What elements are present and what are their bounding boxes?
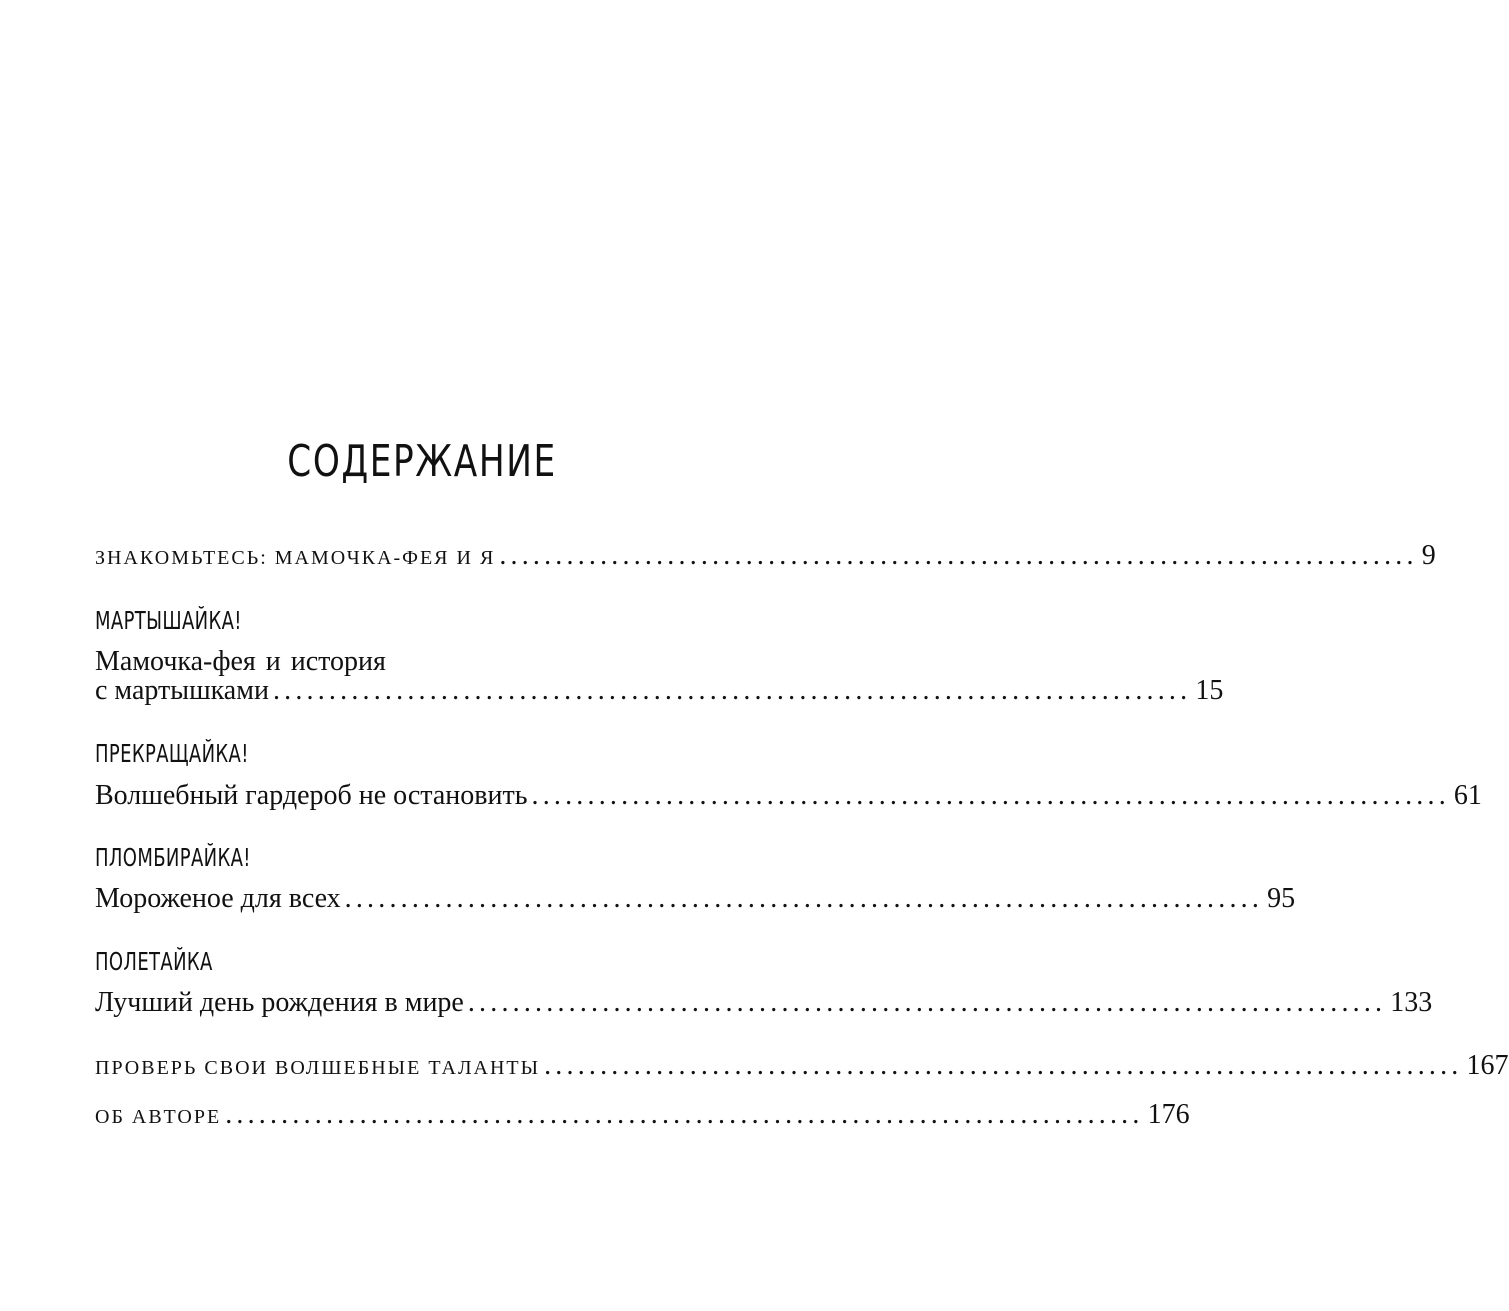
toc-entry-label: Лучший день рождения в мире [95, 987, 464, 1018]
toc-page-number: 176 [1147, 1099, 1190, 1130]
toc-page-number: 95 [1267, 883, 1296, 914]
toc-entry-quiz[interactable] [95, 1050, 1509, 1081]
toc-entry-label: ОБ АВТОРЕ [95, 1106, 222, 1128]
toc-entry-label: Волшебный гардероб не остановить [95, 780, 528, 811]
toc-entry-label: с мартышками [95, 675, 269, 706]
section-heading: МАРТЫШАЙКА! [95, 606, 242, 635]
table-of-contents [95, 0, 1509, 1311]
toc-entry-label: Мороженое для всех [95, 883, 341, 914]
dot-leader: .................................................................................. [225, 1099, 1144, 1130]
toc-entry-icecream[interactable] [95, 883, 1296, 914]
toc-page-number: 61 [1453, 780, 1482, 811]
toc-page-number: 9 [1421, 540, 1436, 571]
dot-leader: .................................................................................. [344, 883, 1264, 914]
section-heading: ПРЕКРАЩАЙКА! [95, 739, 249, 768]
toc-entry-monkeys[interactable] [95, 675, 1224, 706]
toc-entry-wardrobe[interactable] [95, 780, 1482, 811]
toc-entry-label: ПРОВЕРЬ СВОИ ВОЛШЕБНЫЕ ТАЛАНТЫ [95, 1057, 541, 1079]
page-title: СОДЕРЖАНИЕ [287, 436, 557, 487]
toc-page-number: 167 [1466, 1050, 1509, 1081]
toc-entry-birthday[interactable] [95, 987, 1433, 1018]
dot-leader: .................................................................................. [272, 675, 1192, 706]
toc-page-number: 15 [1195, 675, 1224, 706]
toc-page-number: 133 [1390, 987, 1433, 1018]
toc-entry-author[interactable] [95, 1099, 1190, 1130]
dot-leader: .................................................................................. [467, 987, 1387, 1018]
section-heading: ПОЛЕТАЙКА [95, 947, 213, 976]
toc-entry-label: ЗНАКОМЬТЕСЬ: МАМОЧКА-ФЕЯ И Я [95, 547, 496, 569]
toc-entry-intro[interactable] [95, 540, 1436, 571]
dot-leader: .................................................................................. [544, 1050, 1463, 1081]
dot-leader: .................................................................................. [531, 780, 1450, 811]
section-heading: ПЛОМБИРАЙКА! [95, 843, 251, 872]
dot-leader: .................................................................................. [499, 540, 1418, 571]
toc-entry-label-line1[interactable]: Мамочка-фея и история [95, 646, 386, 677]
